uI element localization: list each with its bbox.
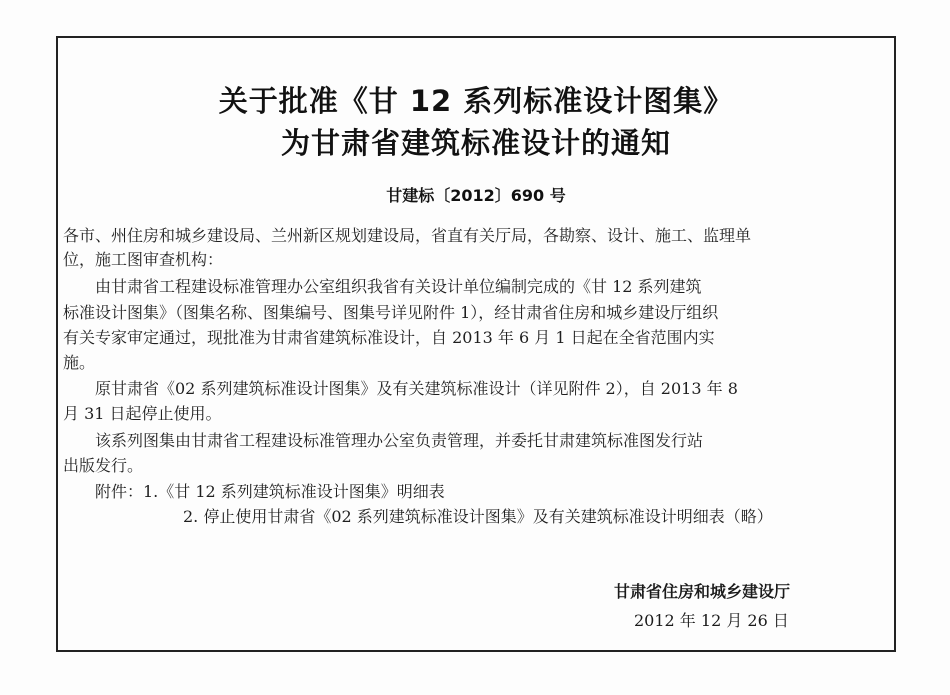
- body-line-6: 施。: [63, 353, 96, 372]
- notice-frame: [56, 36, 896, 652]
- signature-date: 2012 年 12 月 26 日: [634, 611, 789, 630]
- attachment-line-2: 2. 停止使用甘肃省《02 系列建筑标准设计图集》及有关建筑标准设计明细表（略）: [183, 507, 773, 526]
- signature-organization: 甘肃省住房和城乡建设厅: [614, 582, 791, 601]
- document-number: 甘建标〔2012〕690 号: [386, 186, 566, 205]
- body-line-1: 各市、州住房和城乡建设局、兰州新区规划建设局，省直有关厅局，各勘察、设计、施工、监理单: [63, 226, 752, 245]
- body-line-4: 标准设计图集》（图集名称、图集编号、图集号详见附件 1），经甘肃省住房和城乡建设厅组织: [63, 303, 719, 322]
- document-title-line-2: 为甘肃省建筑标准设计的通知: [280, 126, 671, 160]
- body-line-2: 位，施工图审查机构：: [63, 250, 224, 269]
- body-line-7: 原甘肃省《02 系列建筑标准设计图集》及有关建筑标准设计（详见附件 2），自 2013 年 8: [95, 379, 738, 398]
- body-line-10: 出版发行。: [63, 456, 144, 475]
- body-line-8: 月 31 日起停止使用。: [63, 404, 222, 423]
- attachment-line-1: 附件：1.《甘 12 系列建筑标准设计图集》明细表: [95, 482, 445, 501]
- document-title-line-1: 关于批准《甘 12 系列标准设计图集》: [218, 84, 734, 118]
- body-line-3: 由甘肃省工程建设标准管理办公室组织我省有关设计单位编制完成的《甘 12 系列建筑: [95, 277, 702, 296]
- body-line-9: 该系列图集由甘肃省工程建设标准管理办公室负责管理，并委托甘肃建筑标准图发行站: [95, 431, 704, 450]
- body-line-5: 有关专家审定通过，现批准为甘肃省建筑标准设计，自 2013 年 6 月 1 日起在全省范围内实: [63, 328, 715, 347]
